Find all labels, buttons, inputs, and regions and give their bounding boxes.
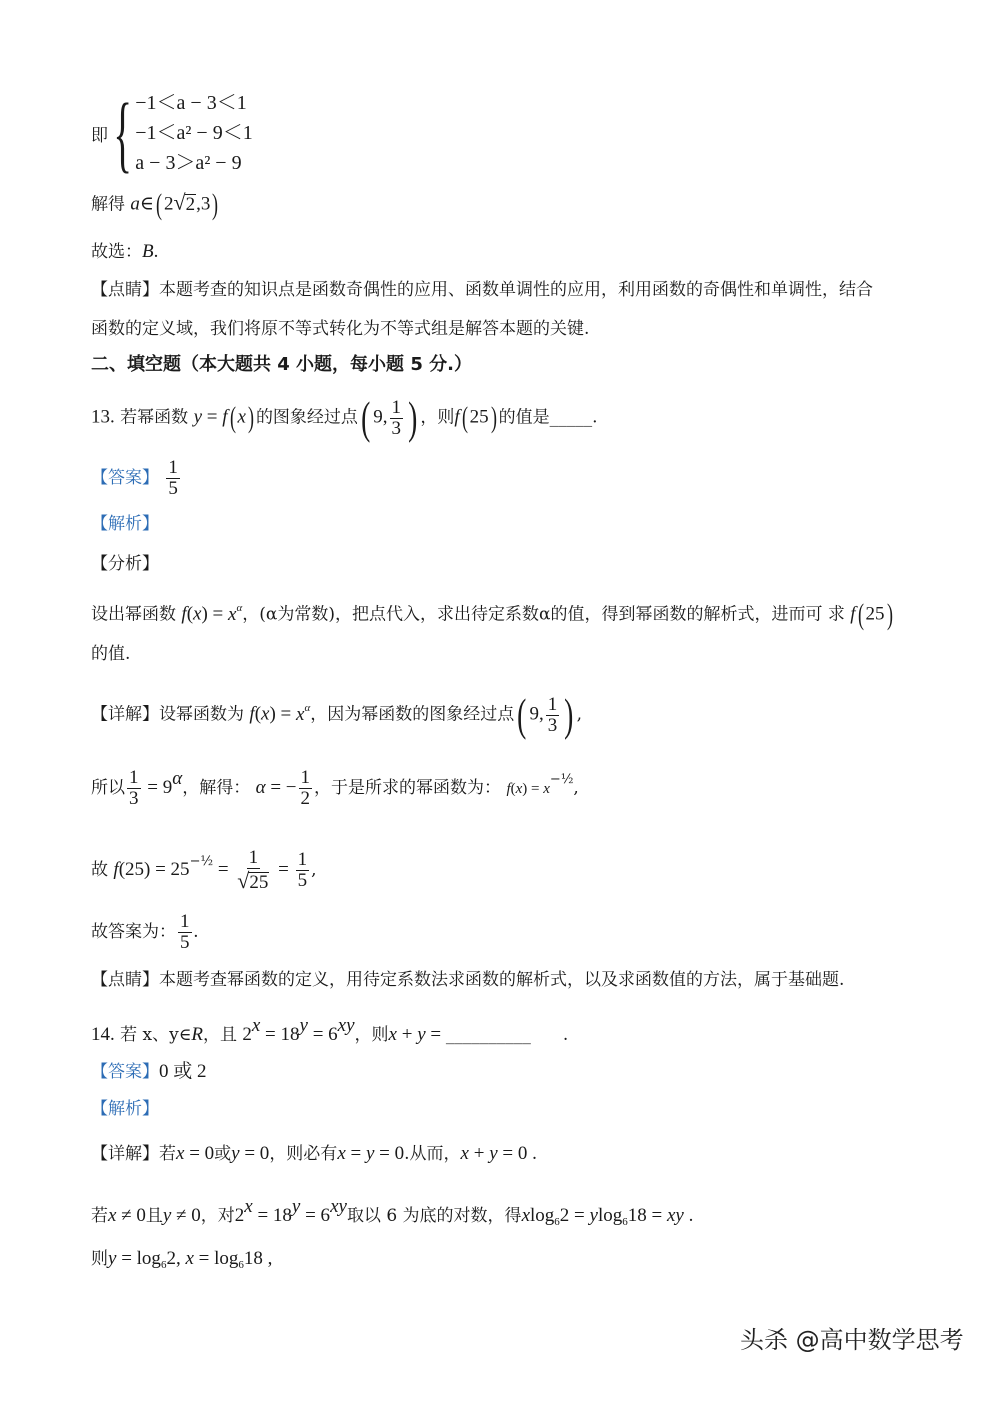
detail-14-1d: .从而， xyxy=(404,1144,461,1164)
detail-2-text-c: ，于是所求的幂函数为： xyxy=(314,777,502,798)
q14-text-b: ，且 xyxy=(202,1025,237,1045)
detail-14-2a: 若 xyxy=(91,1206,108,1226)
q14-text-a: 若 x、y∈ xyxy=(120,1025,192,1045)
fenxi-13-line-2: 的值. xyxy=(91,644,131,664)
detail-13-line-2: 所以 $\frac{1}{3}$ = $9^\alpha$，解得： α = − $\frac{1}{2}$ ，于是所求的幂函数为： $f(x) = x^{-\frac{1}{2}}$, xyxy=(91,767,579,809)
system-lines xyxy=(135,88,252,178)
left-brace: { xyxy=(113,85,132,181)
detail-14-1b: 或 xyxy=(214,1144,232,1164)
detail-14-line-3: 则$y = \log_62$, $x = \log_618$ , xyxy=(91,1248,273,1271)
q14-blank: __________ xyxy=(445,1025,531,1045)
remark1-text-a: 本题考查的知识点是函数奇偶性的应用、函数单调性的应用，利用函数的奇偶性和单调性，结合 xyxy=(159,280,873,300)
q13-text-c: ，则 xyxy=(420,407,455,428)
question-13: 13. 若幂函数 y = f( x) 的图象经过点( 9, $\frac{1}{3}$ ) ，则f( 25) 的值是_____. xyxy=(91,392,598,443)
detail-14-tag: 【详解】 xyxy=(91,1144,159,1164)
question-14: 14. 若 x、y∈R，且 $2^x = 18^y = 6^{xy}$，则x + y = __________ . xyxy=(91,1015,569,1045)
q14-text-c: ，则 xyxy=(354,1025,389,1045)
detail-2-text-a: 所以 xyxy=(91,777,125,798)
choose-label: 故选： xyxy=(91,242,142,262)
remark2-text: 本题考查幂函数的定义，用待定系数法求函数的解析式，以及求函数值的方法，属于基础题. xyxy=(159,970,845,990)
detail-14-1a: 若 xyxy=(159,1144,176,1164)
detail-tag: 【详解】 xyxy=(91,704,159,725)
detail-13-line-1: 【详解】设幂函数为 $f(x) = x^\alpha$，因为幂函数的图象经过点( 9, $\frac{1}{3}$ ) , xyxy=(91,689,583,740)
remark1-line-2 xyxy=(91,321,589,338)
detail-14-line-1: 【详解】若x = 0或y = 0，则必有x = y = 0.从而，x + y = 0 . xyxy=(91,1143,537,1164)
q14-period: . xyxy=(562,1025,569,1045)
solution-var: a∈ xyxy=(130,193,154,215)
solution-line: 解得 a∈( 2√2,3) xyxy=(91,188,219,221)
solution-label: 解得 xyxy=(91,194,125,215)
q13-text-d: 的值是_____. xyxy=(498,407,598,428)
watermark: 头杀 @高中数学思考 xyxy=(740,1326,964,1354)
remark2-line xyxy=(91,972,844,989)
answer-14 xyxy=(91,1062,207,1081)
range-low-coef: 2 xyxy=(163,193,174,215)
fenxi-text-b: ，(α为常数)，把点代入，求出待定系数α的值，得到幂函数的解析式，进而可 求 xyxy=(242,604,845,625)
detail-2-text-b: ，解得： xyxy=(182,777,251,798)
range-high: ,3 xyxy=(196,193,211,215)
answer-13-tag: 【答案】 xyxy=(91,467,159,488)
system-line-2: −1＜a² − 9＜1 xyxy=(135,122,253,144)
detail-14-1c: ，则必有 xyxy=(269,1144,338,1164)
system-line-3: a − 3＞a² − 9 xyxy=(135,152,242,174)
detail-13-line-4: 故答案为： $\frac{1}{5}$ . xyxy=(91,911,199,953)
q13-text-b: 的图象经过点 xyxy=(255,407,358,428)
detail-14-2d: 取以 6 为底的对数，得 xyxy=(346,1206,522,1226)
fenxi-text-a: 设出幂函数 xyxy=(91,604,176,625)
remark1-text-b: 函数的定义域，我们将原不等式转化为不等式组是解答本题的关键. xyxy=(91,319,590,339)
q13-text-a: 若幂函数 xyxy=(120,407,189,428)
remark2-tag: 【点睛】 xyxy=(91,970,159,990)
detail-14-line-2: 若x ≠ 0且y ≠ 0，对$2^x = 18^y = 6^{xy}$取以 6 为底的对数，得xlog$_6$2 = ylog$_6$18 = xy . xyxy=(91,1196,694,1228)
answer-13-value: $\frac{1}{5}$ xyxy=(168,457,178,499)
system-line-1: −1＜a − 3＜1 xyxy=(135,92,247,114)
detail-13-line-3: 故 $f(25) = 25^{-\frac{1}{2}}$ = $\frac{1}{√25}$ = $\frac{1}{5}$ , xyxy=(91,847,317,893)
analysis-14-tag: 【解析】 xyxy=(91,1099,159,1119)
detail-4-text-a: 故答案为： xyxy=(91,921,176,942)
answer-14-value: 0 或 2 xyxy=(159,1061,207,1082)
detail-14-2b: 且 xyxy=(145,1206,163,1226)
system-prefix: 即 xyxy=(91,125,108,146)
answer-13 xyxy=(91,458,182,499)
fenxi-13-line-1: 设出幂函数 $f(x) = x^\alpha$，(α为常数)，把点代入，求出待定系数α的值，得到幂函数的解析式，进而可 求 f( 25) xyxy=(91,598,893,631)
detail-3-text-a: 故 xyxy=(91,859,108,880)
range-sqrt-arg: 2 xyxy=(185,193,196,215)
q13-number: 13. xyxy=(91,406,115,428)
section-title: 二、填空题（本大题共 4 小题，每小题 5 分.） xyxy=(91,354,472,375)
inequality-system xyxy=(91,85,253,181)
analysis-13-tag: 【解析】 xyxy=(91,514,159,534)
choose-letter: B xyxy=(142,241,154,262)
answer-14-tag: 【答案】 xyxy=(91,1062,159,1082)
choose-line: 故选：B. xyxy=(91,241,159,262)
remark1-tag: 【点睛】 xyxy=(91,280,159,300)
detail-14-3a: 则 xyxy=(91,1249,108,1269)
detail-14-2c: ，对 xyxy=(200,1206,235,1226)
fenxi-13-tag: 【分析】 xyxy=(91,554,159,574)
q14-number: 14. xyxy=(91,1024,115,1045)
detail-text-a: 设幂函数为 xyxy=(159,704,244,725)
remark1-line-1 xyxy=(91,282,873,299)
detail-text-b: ，因为幂函数的图象经过点 xyxy=(310,704,515,725)
